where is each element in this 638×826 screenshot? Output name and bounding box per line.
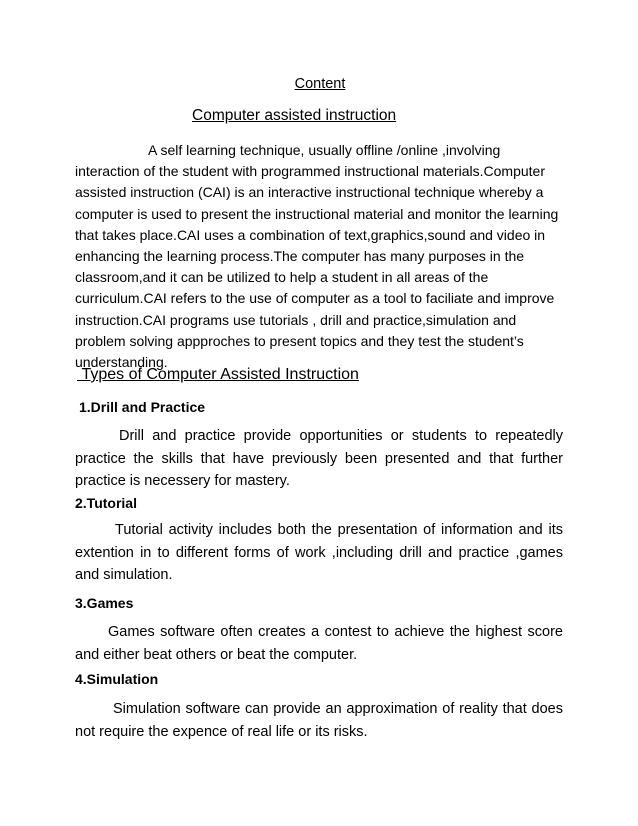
types-heading [77, 366, 359, 384]
section-heading-games: 3.Games [75, 595, 134, 611]
section-body-simulation [75, 698, 563, 743]
section-body-simulation-text: Simulation software can provide an approximation of reality that does not require the expence of real life or its risks. [75, 701, 563, 740]
document-title-text: Content [294, 76, 346, 92]
intro-paragraph [75, 140, 565, 373]
types-heading-text: Types of Computer Assisted Instruction [81, 366, 359, 383]
document-title [0, 76, 638, 92]
section-body-drill [75, 425, 563, 493]
section-heading-drill: 1.Drill and Practice [79, 399, 206, 415]
section-body-games-text: Games software often creates a contest to achieve the highest score and either beat others or beat the computer. [75, 624, 563, 663]
section-heading-tutorial: 2.Tutorial [75, 495, 137, 511]
section-body-tutorial [75, 519, 563, 587]
section-heading-simulation: 4.Simulation [75, 671, 159, 687]
document-subtitle: Computer assisted instruction [192, 107, 397, 124]
section-body-games [75, 621, 563, 666]
intro-text: A self learning technique, usually offline /online ,involving interaction of the student with programmed instructional materials.Computer assisted instruction (CAI) is an interactive instructional technique whereby a computer is used to present the instructional material and monitor the learning that takes place.CAI uses a combination of text,graphics,sound and video in enhancing the learning process.The computer has many purposes in the classroom,and it can be utilized to help a student in all areas of the curriculum.CAI refers to the use of computer as a tool to faciliate and improve instruction.CAI programs use tutorials , drill and practice,simulation and problem solving appproches to present topics and they test the student’s understanding. [75, 142, 559, 371]
section-body-drill-text: Drill and practice provide opportunities or students to repeatedly practice the skills that have previously been presented and that further practice is necessery for mastery. [75, 428, 563, 489]
section-body-tutorial-text: Tutorial activity includes both the presentation of information and its extention in to different forms of work ,including drill and practice ,games and simulation. [75, 522, 563, 583]
